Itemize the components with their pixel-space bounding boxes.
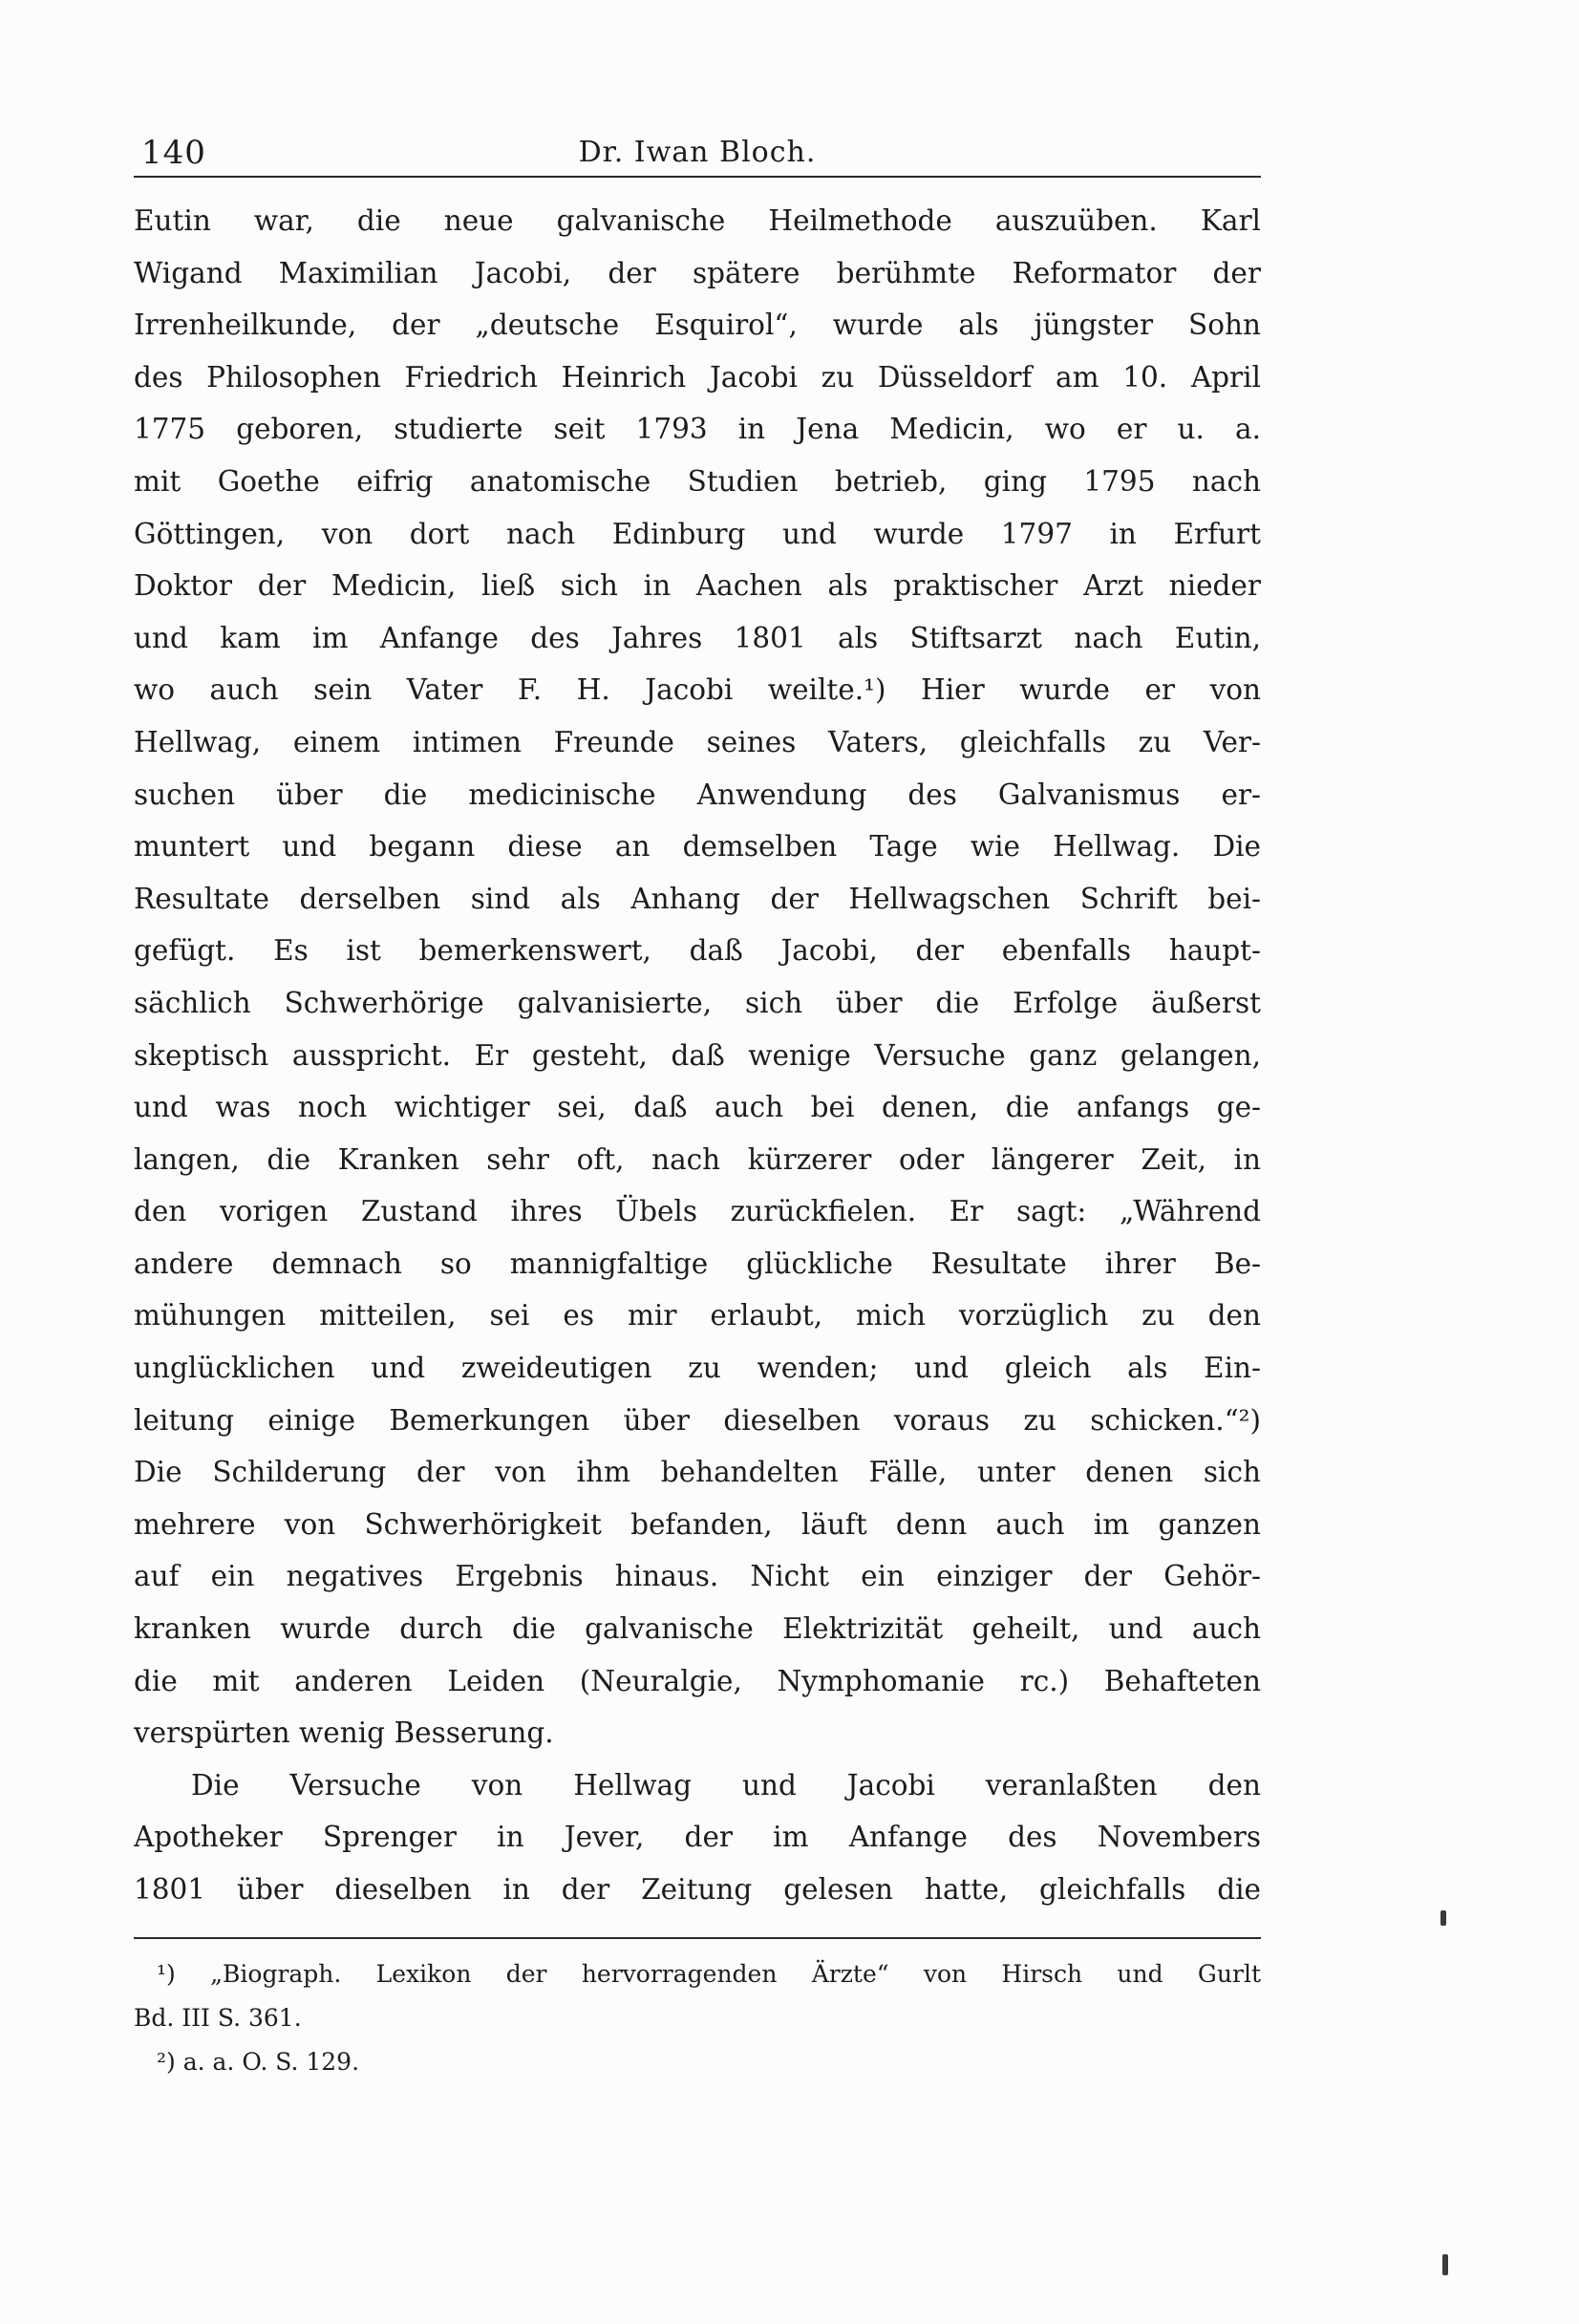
text-line: Apotheker Sprenger in Jever, der im Anfange des Novembers — [134, 1821, 1261, 1854]
footnote-divider — [134, 1937, 1261, 1939]
text-line: gefügt. Es ist bemerkenswert, daß Jacobi, der ebenfalls haupt- — [134, 934, 1261, 968]
text-line: verspürten wenig Besserung. — [134, 1716, 554, 1750]
text-line: mehrere von Schwerhörigkeit befanden, läuft denn auch im ganzen — [134, 1507, 1261, 1541]
book-page — [134, 134, 1261, 2084]
text-line: auf ein negatives Ergebnis hinaus. Nicht ein einziger der Gehör- — [134, 1560, 1261, 1593]
text-line: wo auch sein Vater F. H. Jacobi weilte.¹) Hier wurde er von — [134, 673, 1261, 707]
text-line: Hellwag, einem intimen Freunde seines Vaters, gleichfalls zu Ver- — [134, 725, 1261, 758]
text-line: leitung einige Bemerkungen über dieselben voraus zu schicken.“²) — [134, 1403, 1261, 1437]
page-number: 140 — [141, 134, 206, 172]
text-line: Irrenheilkunde, der „deutsche Esquirol“, wurde als jüngster Sohn — [134, 309, 1261, 342]
text-line: unglücklichen und zweideutigen zu wenden; und gleich als Ein- — [134, 1352, 1261, 1385]
text-line: langen, die Kranken sehr oft, nach kürzerer oder längerer Zeit, in — [134, 1142, 1261, 1176]
text-line: mit Goethe eifrig anatomische Studien betrieb, ging 1795 nach — [134, 464, 1261, 498]
text-line: Die Schilderung der von ihm behandelten Fälle, unter denen sich — [134, 1456, 1261, 1489]
footnote-2: ²) a. a. O. S. 129. — [157, 2047, 360, 2076]
text-line: kranken wurde durch die galvanische Elektrizität geheilt, und auch — [134, 1612, 1261, 1646]
text-line: Doktor der Medicin, ließ sich in Aachen als praktischer Arzt nieder — [134, 569, 1261, 603]
text-line: Die Versuche von Hellwag und Jacobi veranlaßten den — [191, 1768, 1261, 1802]
text-line: und kam im Anfange des Jahres 1801 als Stiftsarzt nach Eutin, — [134, 621, 1261, 654]
text-line: 1801 über dieselben in der Zeitung gelesen hatte, gleichfalls die — [134, 1873, 1261, 1906]
text-line: Wigand Maximilian Jacobi, der spätere berühmte Reformator der — [134, 256, 1261, 289]
text-line: skeptisch ausspricht. Er gesteht, daß wenige Versuche ganz gelangen, — [134, 1038, 1261, 1072]
footnote-1-continued: Bd. III S. 361. — [134, 2003, 302, 2032]
scan-mark — [1442, 2254, 1448, 2275]
body-text — [134, 195, 1261, 1916]
text-line: den vorigen Zustand ihres Übels zurückfielen. Er sagt: „Während — [134, 1195, 1261, 1228]
text-line: Resultate derselben sind als Anhang der Hellwagschen Schrift bei- — [134, 882, 1261, 915]
text-line: des Philosophen Friedrich Heinrich Jacobi zu Düsseldorf am 10. April — [134, 360, 1261, 394]
text-line: andere demnach so mannigfaltige glückliche Resultate ihrer Be- — [134, 1247, 1261, 1280]
text-line: suchen über die medicinische Anwendung des Galvanismus er- — [134, 778, 1261, 811]
text-line: 1775 geboren, studierte seit 1793 in Jena Medicin, wo er u. a. — [134, 413, 1261, 446]
page-header — [134, 134, 1261, 178]
text-line: sächlich Schwerhörige galvanisierte, sich über die Erfolge äußerst — [134, 986, 1261, 1019]
text-line: und was noch wichtiger sei, daß auch bei denen, die anfangs ge- — [134, 1091, 1261, 1124]
text-line: die mit anderen Leiden (Neuralgie, Nymphomanie rc.) Behafteten — [134, 1664, 1261, 1697]
text-line: mühungen mitteilen, sei es mir erlaubt, mich vorzüglich zu den — [134, 1299, 1261, 1333]
text-line: muntert und begann diese an demselben Tage wie Hellwag. Die — [134, 830, 1261, 864]
text-line: Eutin war, die neue galvanische Heilmethode auszuüben. Karl — [134, 204, 1261, 237]
footnote-1: ¹) „Biograph. Lexikon der hervorragenden Ärzte“ von Hirsch und Gurlt — [157, 1959, 1261, 1988]
text-line: Göttingen, von dort nach Edinburg und wurde 1797 in Erfurt — [134, 517, 1261, 550]
scan-mark — [1440, 1910, 1446, 1926]
footnotes — [134, 1952, 1261, 2084]
running-head: Dr. Iwan Bloch. — [578, 136, 817, 169]
